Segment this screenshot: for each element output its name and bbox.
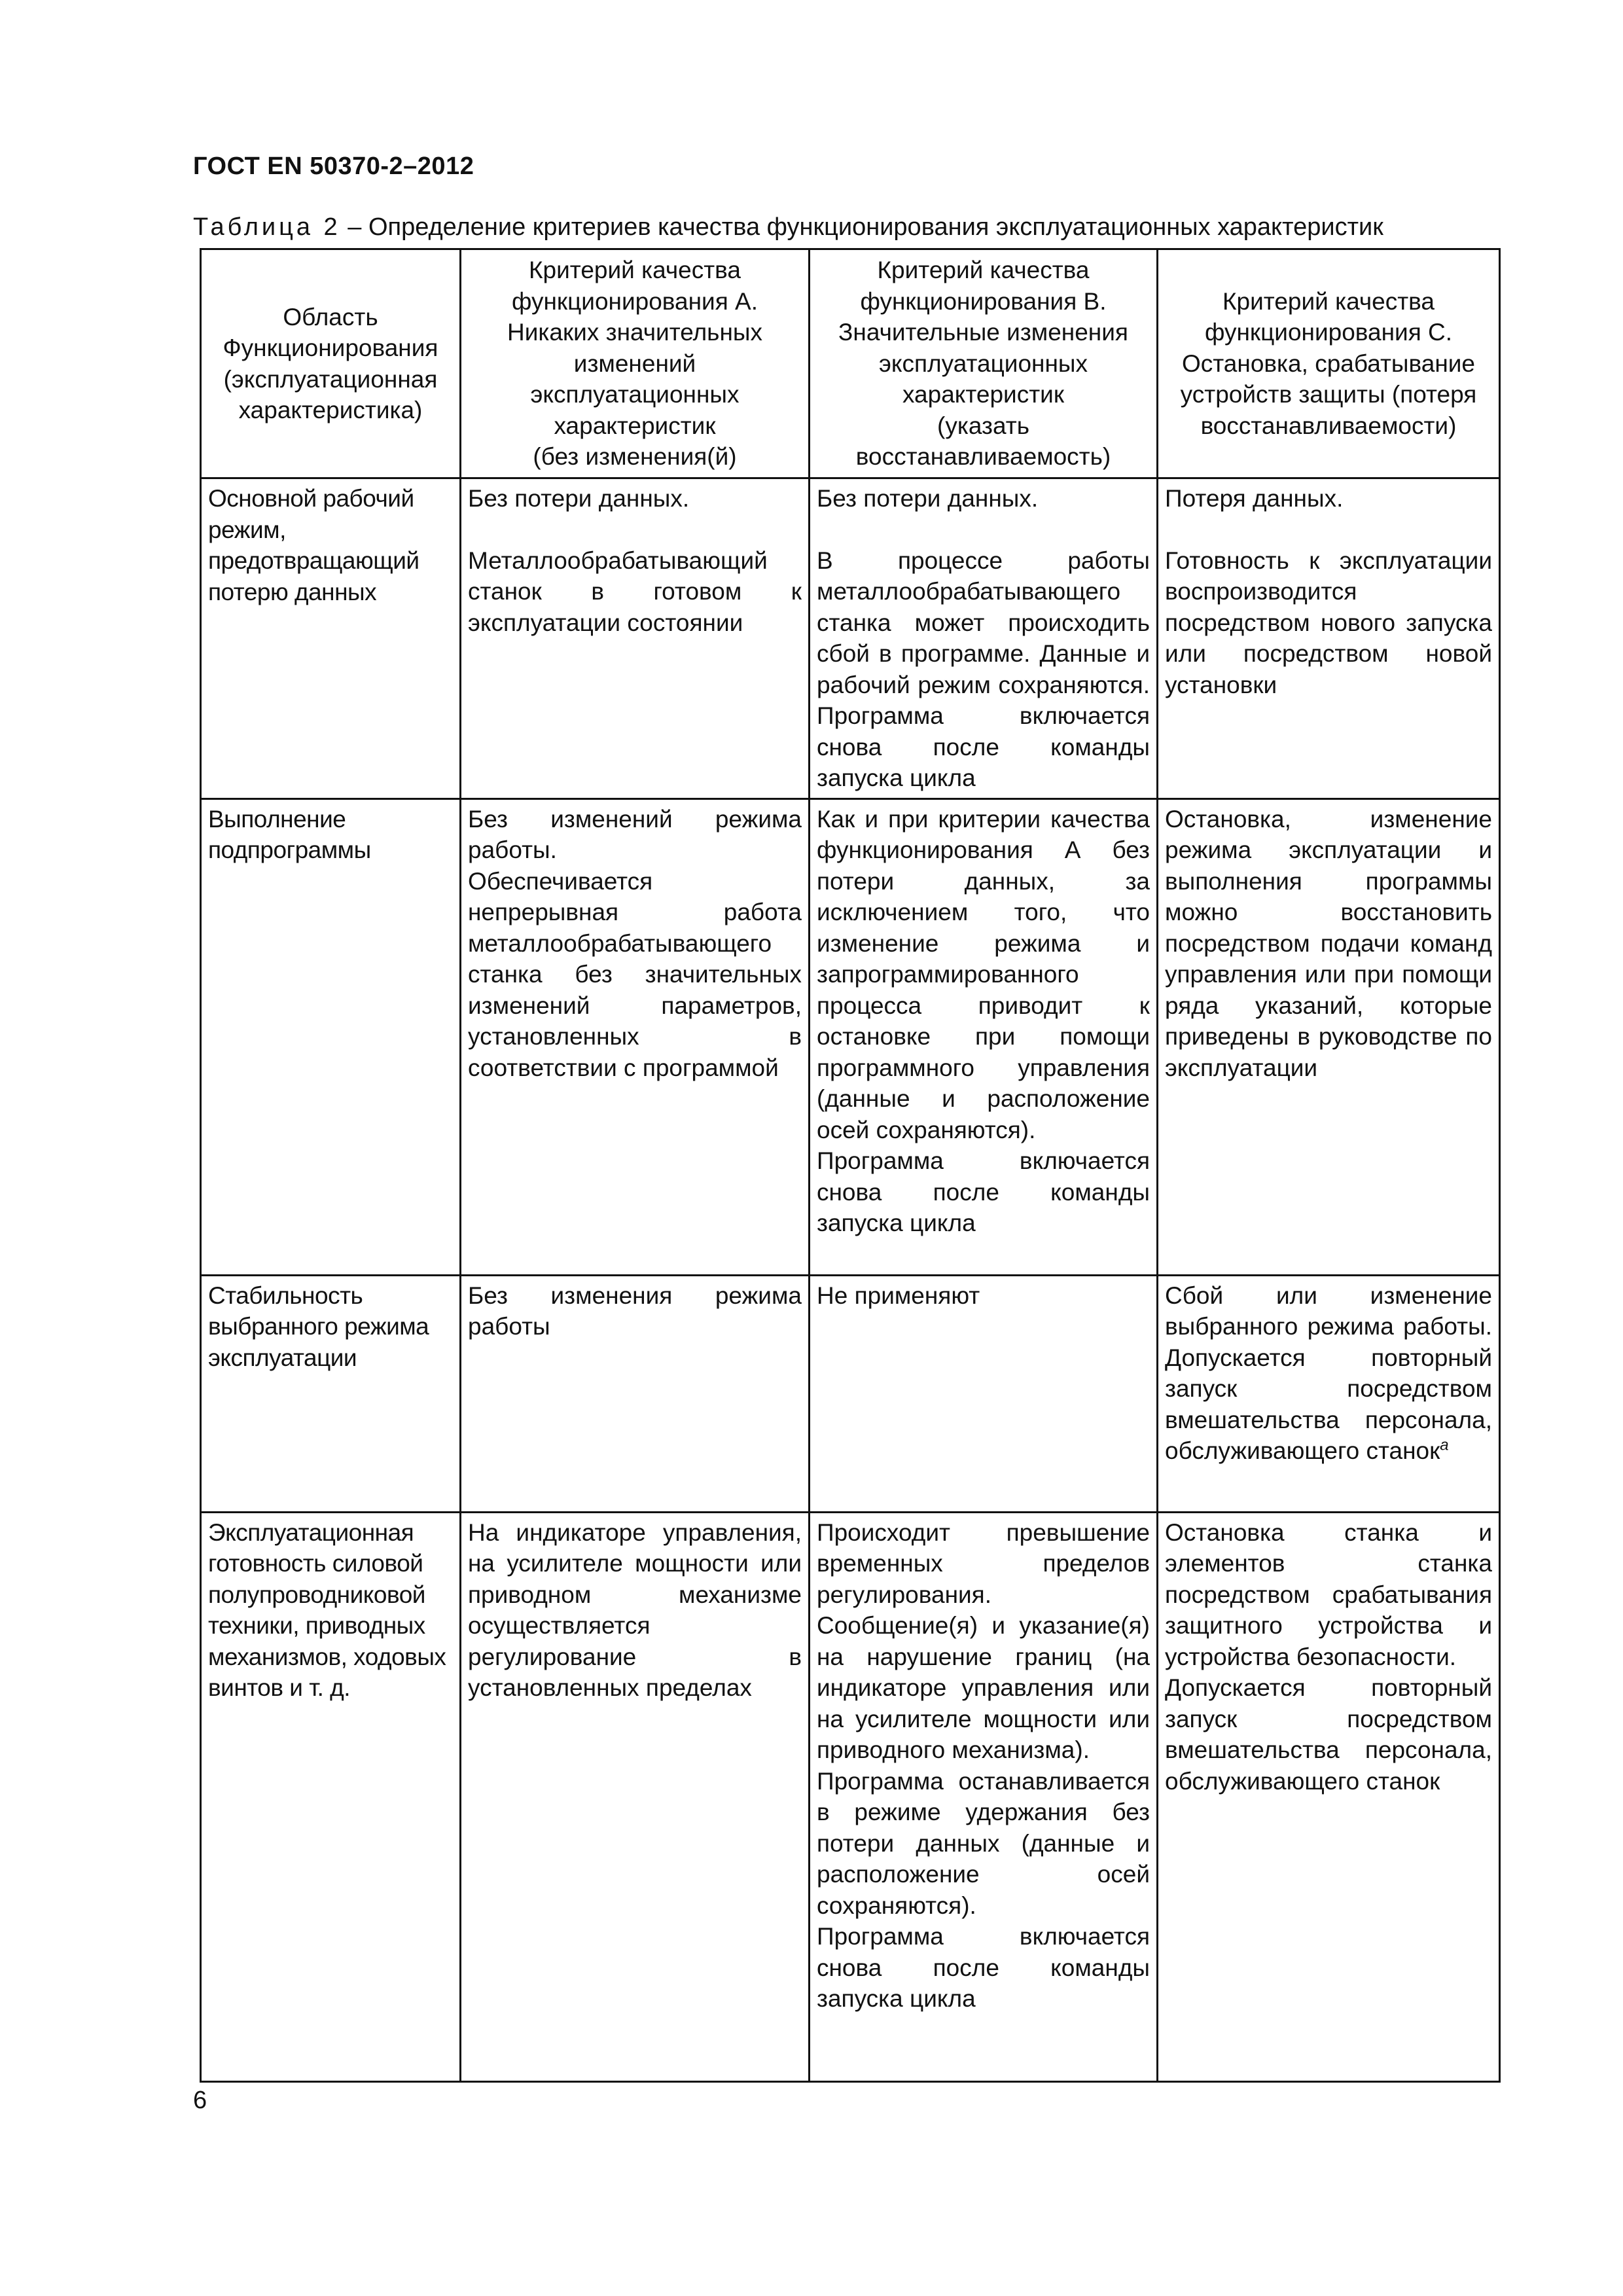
header-line: функционирования А. (511, 287, 758, 315)
table-row (201, 1275, 1500, 1512)
header-line: эксплуатационных (530, 381, 740, 408)
footnote-marker: a (1440, 1436, 1449, 1454)
table-header-row (201, 249, 1500, 478)
header-line: Никаких значительных (507, 319, 762, 346)
cell-criterion-b (810, 1275, 1158, 1512)
cell-criterion-c (1158, 798, 1500, 1275)
cell-criterion-b (810, 1512, 1158, 2081)
cell-criterion-c (1158, 1275, 1500, 1512)
cell-area: Стабильность выбранного режима эксплуатации (201, 1275, 461, 1512)
header-criterion-b (810, 249, 1158, 478)
cell-paragraph: Программа останавливается в режиме удержания без потери данных (данные и расположение осей сохраняются). (817, 1767, 1150, 1919)
table-caption-text: Определение критериев качества функционирования эксплуатационных характеристик (368, 213, 1383, 241)
header-line: Критерий качества (529, 257, 741, 284)
cell-paragraph: Программа включается снова после команды запуска цикла (817, 1923, 1150, 2012)
header-line: Значительные изменения (838, 319, 1128, 346)
cell-criterion-a (461, 1275, 810, 1512)
cell-text: Сбой или изменение выбранного режима работы. Допускается повторный запуск посредством вмешательства персонала, обслуживающего станок (1165, 1282, 1492, 1464)
cell-paragraph: Без потери данных. (468, 485, 690, 512)
cell-paragraph: Не применяют (817, 1282, 980, 1309)
cell-paragraph: Остановка станка и элементов станка посредством срабатывания защитного устройства и устройства безопасности. (1165, 1518, 1492, 1670)
table-caption (193, 213, 1383, 242)
header-line: Область (283, 303, 378, 331)
cell-paragraph: Обеспечивается непрерывная работа металлообрабатывающего станка без значительных изменений параметров, установленных в соответствии с программой (468, 867, 802, 1081)
cell-paragraph: Металлообрабатывающий станок в готовом к эксплуатации состоянии (468, 547, 802, 636)
cell-criterion-b (810, 798, 1158, 1275)
header-line: характеристик (902, 381, 1065, 408)
cell-paragraph: Без изменения режима работы (468, 1282, 802, 1340)
table-caption-dash: – (340, 213, 368, 241)
header-line: Функционирования (223, 334, 438, 361)
header-line: функционирования В. (860, 287, 1107, 315)
cell-criterion-a (461, 478, 810, 799)
header-line: характеристика) (238, 397, 423, 423)
cell-paragraph: Потеря данных. (1165, 485, 1344, 512)
header-criterion-a (461, 249, 810, 478)
header-criterion-c (1158, 249, 1500, 478)
cell-paragraph: Происходит превышение временных пределов регулирования. (817, 1518, 1150, 1608)
cell-area: Основной рабочий режим, предотвращающий потерю данных (201, 478, 461, 799)
criteria-table (200, 248, 1501, 2083)
header-area (201, 249, 461, 478)
table-row (201, 798, 1500, 1275)
header-line: Критерий качества (877, 257, 1090, 284)
cell-paragraph: Остановка, изменение режима эксплуатации и выполнения программы можно восстановить посредством подачи команд управления или при помощи ряда указаний, которые приведены в руководстве по эксплуатации (1165, 805, 1492, 1081)
header-line: (указать (937, 412, 1029, 439)
header-line: (эксплуатационная (223, 365, 438, 393)
cell-paragraph: Готовность к эксплуатации воспроизводится посредством нового запуска или посредством новой установки (1165, 547, 1492, 698)
header-line: восстанавливаемости) (1200, 412, 1457, 439)
header-line: изменений (573, 350, 696, 377)
header-line: Остановка, срабатывание (1182, 350, 1475, 377)
cell-paragraph: Сообщение(я) и указание(я) на нарушение границ (на индикаторе управления или на усилителе мощности или приводного механизма). (817, 1612, 1150, 1763)
table-row (201, 478, 1500, 799)
page-number: 6 (193, 2087, 207, 2114)
table-caption-label: Таблица 2 (193, 213, 341, 241)
cell-paragraph: Как и при критерии качества функционирования А без потери данных, за исключением того, что изменение режима и запрограммированного процесса приводит к остановке при помощи программного управления (данные и расположение осей сохраняются). (817, 805, 1150, 1143)
cell-paragraph: Программа включается снова после команды запуска цикла (817, 1147, 1150, 1236)
cell-paragraph: На индикаторе управления, на усилителе мощности или приводном механизме осуществляется регулирование в установленных пределах (468, 1518, 802, 1701)
document-header: ГОСТ EN 50370-2–2012 (193, 152, 474, 180)
header-line: характеристик (554, 412, 716, 439)
cell-paragraph: В процессе работы металлообрабатывающего станка может происходить сбой в программе. Данные и рабочий режим сохраняются. Программа включается снова после команды запуска цикла (817, 547, 1150, 791)
header-line: Критерий качества (1222, 287, 1435, 315)
header-line: восстанавливаемость) (855, 443, 1111, 471)
cell-paragraph (1165, 1280, 1492, 1467)
cell-area: Выполнение подпрограммы (201, 798, 461, 1275)
header-line: (без изменения(й) (533, 443, 737, 471)
cell-criterion-b (810, 478, 1158, 799)
cell-paragraph: Без потери данных. (817, 485, 1039, 512)
cell-criterion-c (1158, 478, 1500, 799)
table-row (201, 1512, 1500, 2081)
cell-paragraph: Допускается повторный запуск посредством вмешательства персонала, обслуживающего станок (1165, 1674, 1492, 1795)
cell-paragraph: Без изменений режима работы. (468, 805, 802, 863)
cell-criterion-a (461, 798, 810, 1275)
header-line: эксплуатационных (879, 350, 1088, 377)
cell-criterion-c (1158, 1512, 1500, 2081)
cell-criterion-a (461, 1512, 810, 2081)
header-line: функционирования С. (1204, 319, 1453, 346)
cell-area: Эксплуатационная готовность силовой полупроводниковой техники, приводных механизмов, ходовых винтов и т. д. (201, 1512, 461, 2081)
header-line: устройств защиты (потеря (1180, 381, 1477, 408)
